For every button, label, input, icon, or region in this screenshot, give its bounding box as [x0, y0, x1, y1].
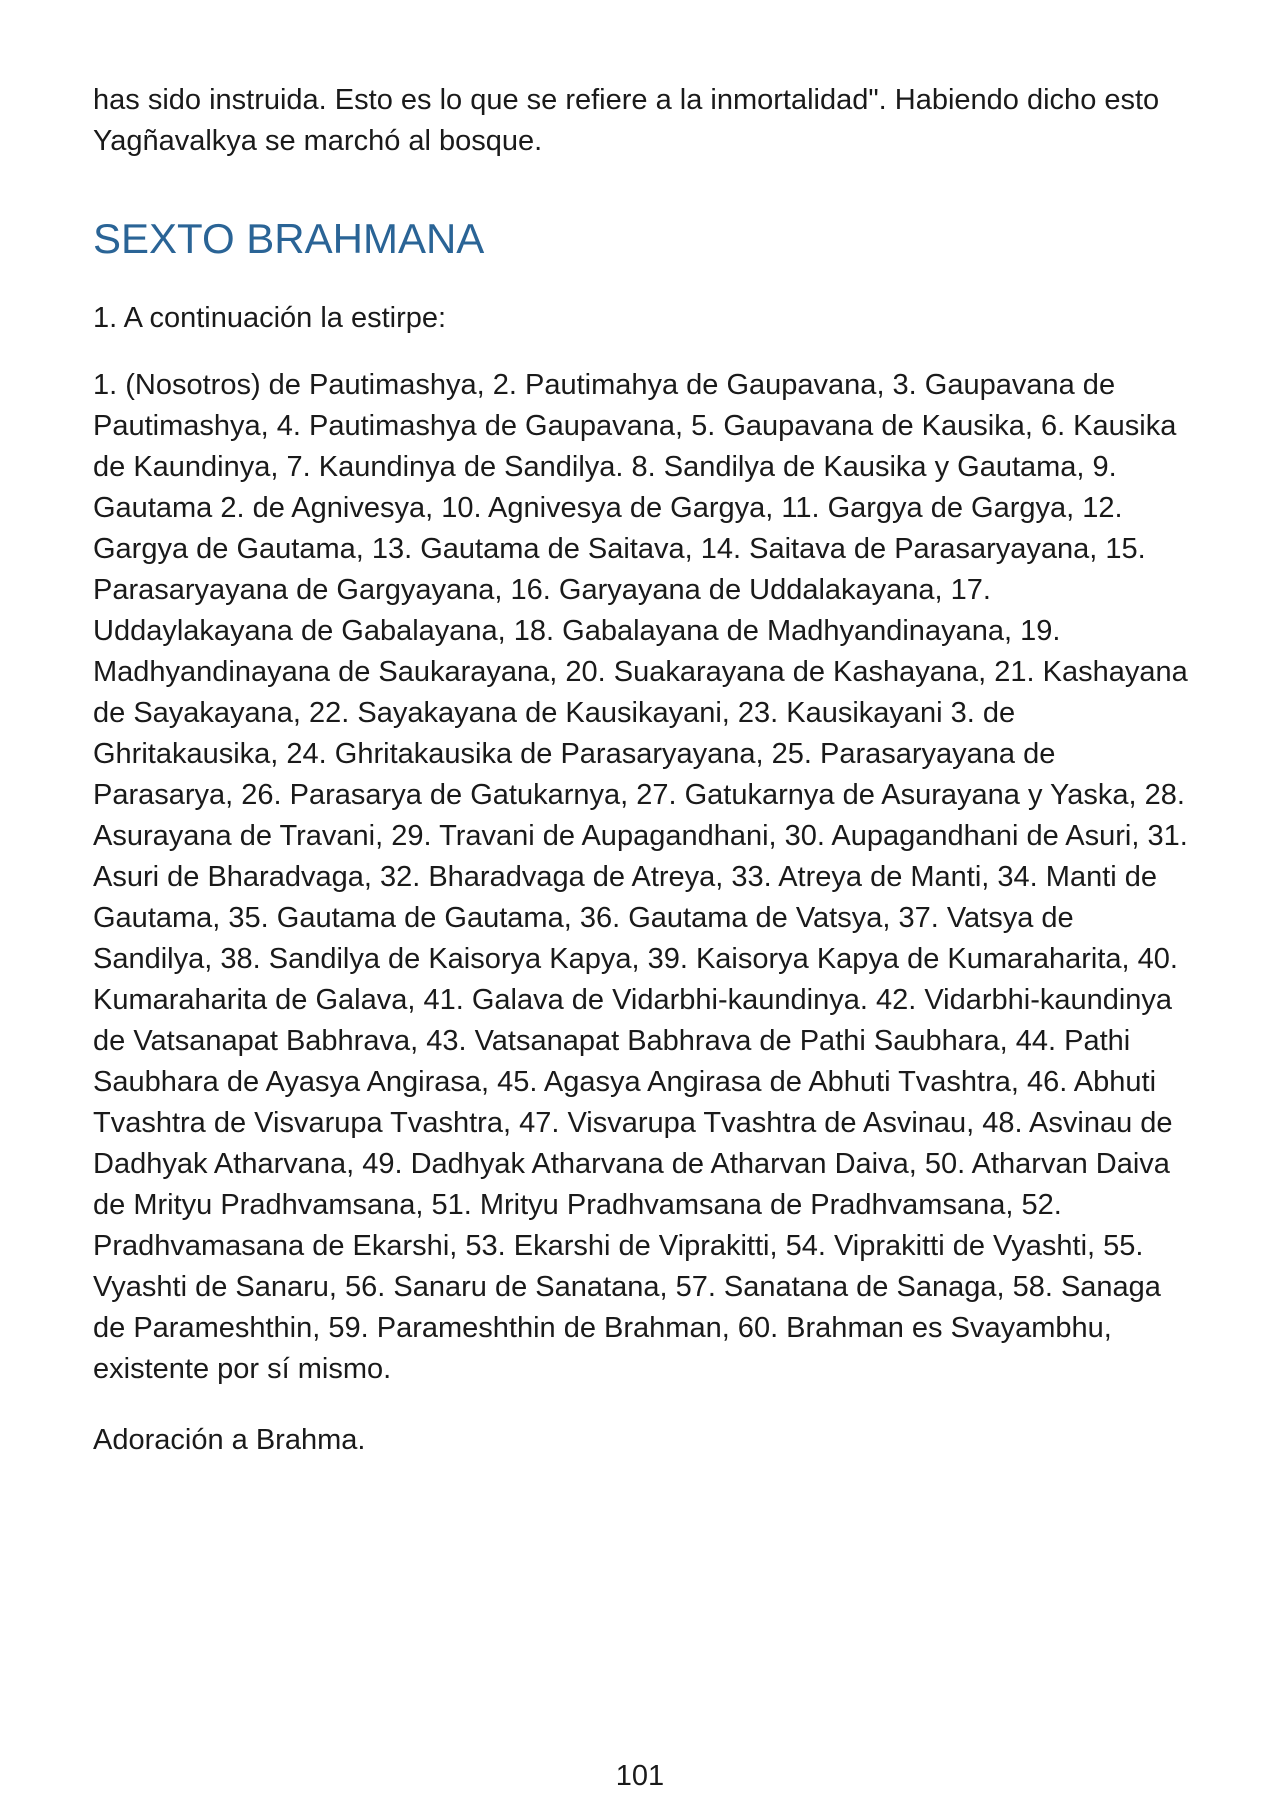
section-heading: SEXTO BRAHMANA	[93, 215, 485, 262]
lineage-paragraph: 1. (Nosotros) de Pautimashya, 2. Pautimahya de Gaupavana, 3. Gaupavana de Pautimashya, 4. Pautimashya de Gaupavana, 5. Gaupavana de Kausika, 6. Kausika de Kaundinya, 7. Kaundinya de Sandilya. 8. Sandilya de Kausika y Gautama, 9. Gautama 2. de Agnivesya, 10. Agnivesya de Gargya, 11. Gargya de Gargya, 12. Gargya de Gautama, 13. Gautama de Saitava, 14. Saitava de Parasaryayana, 15. Parasaryayana de Gargyayana, 16. Garyayana de Uddalakayana, 17. Uddaylakayana de Gabalayana, 18. Gabalayana de Madhyandinayana, 19. Madhyandinayana de Saukarayana, 20. Suakarayana de Kashayana, 21. Kashayana de Sayakayana, 22. Sayakayana de Kausikayani, 23. Kausikayani 3. de Ghritakausika, 24. Ghritakausika de Parasaryayana, 25. Parasaryayana de Parasarya, 26. Parasarya de Gatukarnya, 27. Gatukarnya de Asurayana y Yaska, 28. Asurayana de Travani, 29. Travani de Aupagandhani, 30. Aupagandhani de Asuri, 31. Asuri de Bharadvaga, 32. Bharadvaga de Atreya, 33. Atreya de Manti, 34. Manti de Gautama, 35. Gautama de Gautama, 36. Gautama de Vatsya, 37. Vatsya de Sandilya, 38. Sandilya de Kaisorya Kapya, 39. Kaisorya Kapya de Kumaraharita, 40. Kumaraharita de Galava, 41. Galava de Vidarbhi-kaundinya. 42. Vidarbhi-kaundinya de Vatsanapat Babhrava, 43. Vatsanapat Babhrava de Pathi Saubhara, 44. Pathi Saubhara de Ayasya Angirasa, 45. Agasya Angirasa de Abhuti Tvashtra, 46. Abhuti Tvashtra de Visvarupa Tvashtra, 47. Visvarupa Tvashtra de Asvinau, 48. Asvinau de Dadhyak Atharvana, 49. Dadhyak Atharvana de Atharvan Daiva, 50. Atharvan Daiva de Mrityu Pradhvamsana, 51. Mrityu Pradhvamsana de Pradhvamsana, 52. Pradhvamasana de Ekarshi, 53. Ekarshi de Viprakitti, 54. Viprakitti de Vyashti, 55. Vyashti de Sanaru, 56. Sanaru de Sanatana, 57. Sanatana de Sanaga, 58. Sanaga de Parameshthin, 59. Parameshthin de Brahman, 60. Brahman es Svayambhu, existente por sí mismo.	[93, 369, 1188, 1385]
closing-line: Adoración a Brahma.	[93, 1424, 366, 1456]
intro-line: 1. A continuación la estirpe:	[93, 302, 447, 334]
page-number: 101	[615, 1760, 665, 1792]
page-content	[93, 80, 1193, 1461]
opening-paragraph: has sido instruida. Esto es lo que se refiere a la inmortalidad". Habiendo dicho esto Yagñavalkya se marchó al bosque.	[93, 84, 1160, 157]
